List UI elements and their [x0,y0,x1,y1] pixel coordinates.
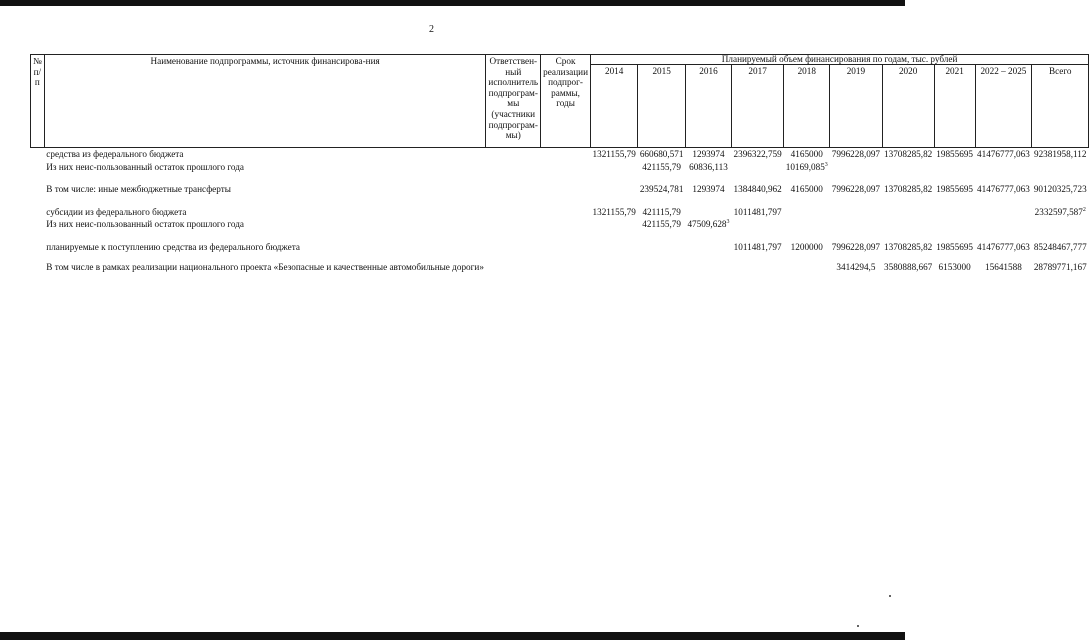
value-total [1032,206,1089,219]
value-2022-2025 [975,206,1032,219]
header-term: Срок реализации подпрог-раммы, годы [541,55,591,148]
value-2020 [882,206,934,219]
row-name: средства из федерального бюджета [46,149,184,159]
footnote-mark: 3 [824,161,828,168]
value-2015: 421155,79 [642,219,681,230]
header-number: № п/п [31,55,45,148]
value-2019 [830,206,882,219]
header-responsible: Ответствен-ный исполнитель подпрограм-мы (участники подпрограм-мы) [486,55,541,148]
value-2017: 2396322,759 [733,149,782,159]
value-2014: 1321155,79 [592,206,636,217]
value-2016 [685,206,731,219]
value-2020: 13708285,82 [884,149,933,159]
header-year: 2021 [934,65,975,148]
value-total [1032,161,1089,174]
value-2016 [685,241,731,254]
header-name: Наименование подпрограммы, источник финансирова-ния [44,55,486,148]
row-term-cell [541,148,591,161]
value-2014 [591,183,638,196]
value-text: 2332597,587 [1034,206,1083,217]
value-2021: 6153000 [938,261,971,272]
financing-table [30,54,1089,273]
value-2019 [830,218,882,231]
value-2022-2025 [975,161,1032,174]
value-2021: 19855695 [936,149,973,159]
header-year: 2015 [638,65,686,148]
table-row [31,183,1089,196]
value-2016 [685,218,731,231]
row-name: Из них неис-пользованный остаток прошлого года [46,161,244,172]
value-2015: 660680,571 [639,149,684,159]
top-border [0,0,905,6]
value-2022-2025 [975,218,1032,231]
header-year: 2014 [591,65,638,148]
value-text: 47509,628 [687,219,727,230]
value-2016: 60836,113 [689,161,728,172]
value-2017: 1011481,797 [733,241,782,252]
value-2021 [934,161,975,174]
value-2017: 1011481,797 [733,206,782,217]
header-planned-financing: Планируемый объем финансирования по годам, тыс. рублей [591,55,1089,65]
table-row [31,161,1089,174]
row-responsible-cell [486,148,541,161]
value-2017 [732,261,784,274]
footnote-mark: 2 [1082,206,1086,213]
table-row [31,206,1089,219]
scan-speck [889,595,891,597]
value-2022-2025: 15641588 [985,261,1022,272]
row-name: планируемые к поступлению средства из федерального бюджета [46,241,300,252]
scan-speck [857,625,859,627]
value-text: 10169,085 [785,161,825,172]
value-2021: 19855695 [936,184,973,195]
row-name: Из них неис-пользованный остаток прошлого года [46,219,244,230]
value-2019: 3414294,5 [836,261,876,272]
value-2022-2025: 41476777,063 [977,241,1030,252]
value-2018 [784,261,830,274]
value-2020: 3580888,667 [884,261,933,272]
value-2017: 1384840,962 [733,184,782,195]
value-2015: 239524,781 [639,184,684,195]
value-2021: 19855695 [936,241,973,252]
value-2020 [882,161,934,174]
value-2019: 7996228,097 [831,149,881,159]
value-2018 [784,161,830,174]
value-2022-2025: 41476777,063 [977,184,1030,195]
value-2015 [638,261,686,274]
header-year: 2019 [830,65,882,148]
table-row [31,218,1089,231]
value-2016 [685,261,731,274]
value-2017 [732,218,784,231]
header-year: 2017 [732,65,784,148]
value-total [1032,218,1089,231]
footnote-mark: 3 [726,219,730,226]
value-2018: 4165000 [790,184,823,195]
value-total: 92381958,112 [1033,149,1087,159]
header-total: Всего [1032,65,1089,148]
value-2018 [784,206,830,219]
value-2020: 13708285,82 [884,184,933,195]
value-2015: 421115,79 [642,206,681,217]
page-number: 2 [429,24,434,35]
value-total: 90120325,723 [1033,184,1087,195]
value-2019: 7996228,097 [831,184,881,195]
value-2022-2025: 41476777,063 [977,149,1030,159]
value-2015 [638,241,686,254]
row-name: В том числе в рамках реализации национального проекта «Безопасные и качественные автомобильные дороги» [46,261,484,272]
table-row [31,261,1089,274]
value-2021 [934,218,975,231]
header-year: 2020 [882,65,934,148]
value-2014 [591,261,638,274]
table-row [31,241,1089,254]
value-2014: 1321155,79 [592,149,636,159]
value-2018: 4165000 [790,149,823,159]
value-total: 85248467,777 [1033,241,1087,252]
value-2018: 1200000 [790,241,823,252]
value-2019 [830,161,882,174]
value-2016: 1293974 [692,184,725,195]
value-2017 [732,161,784,174]
header-year: 2016 [685,65,731,148]
bottom-border [0,632,905,640]
header-year: 2022 – 2025 [975,65,1032,148]
value-2020 [882,218,934,231]
value-2020: 13708285,82 [884,241,933,252]
row-number-cell [31,148,45,161]
value-2021 [934,206,975,219]
header-year: 2018 [784,65,830,148]
value-2014 [591,218,638,231]
row-name: В том числе: иные межбюджетные трансферты [46,184,231,195]
value-2014 [591,241,638,254]
value-2014 [591,161,638,174]
table-row [31,148,1089,161]
row-name: субсидии из федерального бюджета [46,206,187,217]
value-2019: 7996228,097 [831,241,881,252]
value-2015: 421155,79 [642,161,681,172]
value-2016: 1293974 [692,149,725,159]
value-2018 [784,218,830,231]
value-total: 28789771,167 [1033,261,1087,272]
